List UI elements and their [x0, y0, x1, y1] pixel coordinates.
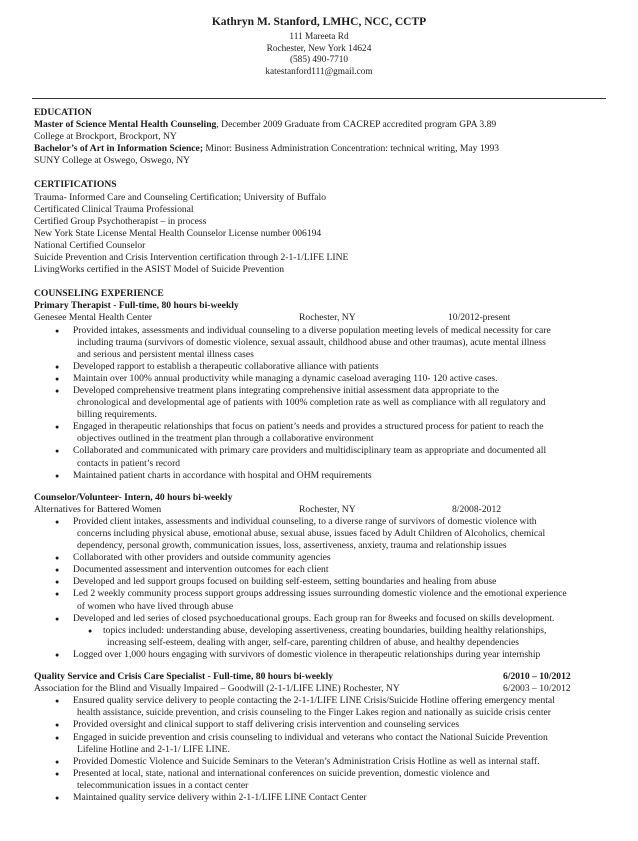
bullet-line: ● Engaged in therapeutic relationships that focus on patient’s needs and provides a structured process for patient to reach the [73, 421, 544, 433]
bullet-item [34, 445, 600, 469]
bullet-line: contacts in patient’s record [77, 457, 181, 469]
education-school-2: SUNY College at Oswego, Oswego, NY [34, 155, 191, 167]
certification-item: LivingWorks certified in the ASIST Model of Suicide Prevention [34, 264, 285, 276]
bullet-item [34, 325, 600, 361]
degree-2-title: Bachelor’s of Art in Information Science; [34, 143, 204, 155]
bullet-item [34, 361, 600, 373]
job-1-org-row [34, 312, 600, 324]
bullet-item [34, 470, 600, 482]
bullet-line: ● Developed rapport to establish a therapeutic collaborative alliance with patients [73, 360, 379, 372]
bullet-line: health assistance, suicide prevention, and crisis counseling to the Finger Lakes region and nationally as suicide crisis center [77, 707, 551, 719]
bullet-line: dependency, personal growth, communication issues, loss, assertiveness, anxiety, trauma and relationship issues [77, 540, 507, 552]
job-1-bullets [34, 325, 600, 482]
job-2-org: Alternatives for Battered Women [34, 503, 162, 515]
bullet-item [34, 756, 600, 768]
bullet-line: increasing self-esteem, dealing with anger, self-care, parenting children of abuse, and healthy dependencies [107, 636, 519, 648]
bullet-item [34, 552, 600, 564]
bullet-item [34, 588, 600, 612]
bullet-line: ● Led 2 weekly community process support groups addressing issues surrounding domestic violence and the emotional experience [73, 588, 567, 600]
bullet-line: ● Developed and led support groups focused on building self-esteem, setting boundaries and healing from abuse [73, 576, 497, 588]
job-3-title-dates: 6/2010 – 10/2012 [503, 671, 571, 683]
bullet-item [34, 695, 600, 719]
bullet-line: ● Provided intakes, assessments and individual counseling to a diverse population meeting levels of medical necessity for care [73, 324, 551, 336]
bullet-line: ● Ensured quality service delivery to people contacting the 2-1-1/LIFE LINE Crisis/Suicide Hotline offering emergency mental [73, 695, 555, 707]
bullet-item [34, 732, 600, 756]
address-street: 111 Mareeta Rd [289, 32, 349, 42]
education-school-1: College at Brockport, Brockport, NY [34, 131, 177, 143]
bullet-line: ● Provided client intakes, assessments and individual counseling, to a diverse range of survivors of domestic violence with [73, 515, 537, 527]
email-address[interactable]: katestanford111@gmail.com [265, 66, 373, 77]
certification-item: New York State License Mental Health Counselor License number 006194 [34, 227, 322, 239]
bullet-item [34, 373, 600, 385]
certifications-heading: CERTIFICATIONS [34, 179, 117, 191]
job-1-title: Primary Therapist - Full-time, 80 hours bi-weekly [34, 300, 239, 312]
bullet-line: objectives outlined in the treatment plan through a collaborative environment [77, 433, 374, 445]
job-2-location: Rochester, NY [299, 503, 356, 515]
education-degree-1 [34, 119, 600, 131]
bullet-line: ● Collaborated and communicated with primary care providers and multidisciplinary team as appropriate and documented all [73, 445, 547, 457]
bullet-line: ● Provided oversight and clinical support to staff delivering crisis intervention and counseling services [73, 719, 460, 731]
bullet-line: ● Documented assessment and intervention outcomes for each client [73, 564, 329, 576]
certification-item: Certificated Clinical Trauma Professional [34, 203, 194, 215]
bullet-line: ● Engaged in suicide prevention and crisis counseling to individual and veterans who contact the National Suicide Prevention [73, 731, 548, 743]
job-2-bullets [34, 516, 600, 661]
bullet-item [34, 421, 600, 445]
job-2-org-row [34, 504, 600, 516]
bullet-line: of women who have lived through abuse [77, 600, 234, 612]
education-heading: EDUCATION [34, 107, 92, 118]
candidate-name: Kathryn M. Stanford, LMHC, NCC, CCTP [211, 16, 427, 28]
degree-1-title: Master of Science Mental Health Counseling [34, 119, 217, 131]
bullet-line: including trauma (survivors of domestic violence, sexual assault, childhood abuse and other traumas), acute mental illness [77, 336, 546, 348]
bullet-line: telecommunication issues in a contact center [77, 779, 249, 791]
bullet-item [34, 576, 600, 588]
job-3-dates: 6/2003 – 10/2012 [503, 683, 571, 695]
bullet-item [34, 564, 600, 576]
job-3-org: Association for the Blind and Visually Impaired – Goodwill (2-1-1/LIFE LINE) Rochester, NY [34, 683, 400, 695]
job-1-org: Genesee Mental Health Center [34, 312, 153, 324]
bullet-item [34, 613, 600, 625]
bullet-line: ● Maintained quality service delivery within 2-1-1/LIFE LINE Contact Center [73, 791, 367, 803]
job-1-dates: 10/2012-present [448, 312, 511, 324]
bullet-line: concerns including physical abuse, emotional abuse, sexual abuse, issues faced by Adult Children of Alcoholics, chemical [77, 528, 546, 539]
bullet-item [34, 385, 600, 421]
job-3-bullets [34, 695, 600, 804]
bullet-item [34, 719, 600, 731]
resume-body [34, 107, 600, 804]
job-1-location: Rochester, NY [299, 312, 356, 324]
certification-item: Trauma- Informed Care and Counseling Certification; University of Buffalo [34, 191, 327, 203]
degree-1-details: , December 2009 Graduate from CACREP accredited program GPA 3.89 [216, 119, 497, 131]
job-2-title: Counselor/Volunteer- Intern, 40 hours bi-weekly [34, 491, 233, 503]
job-3-org-row [34, 683, 600, 695]
certifications-list [34, 192, 600, 277]
education-degree-2 [34, 143, 600, 155]
bullet-item [34, 792, 600, 804]
bullet-line: ● Maintained patient charts in accordance with hospital and OHM requirements [73, 469, 372, 481]
certification-item: National Certified Counselor [34, 239, 146, 251]
job-3-title-row [34, 671, 600, 683]
certification-item: Certified Group Psychotherapist – in process [34, 215, 207, 227]
certification-item: Suicide Prevention and Crisis Intervention certification through 2-1-1/LIFE LINE [34, 252, 349, 264]
job-3-title: Quality Service and Crisis Care Specialist - Full-time, 80 hours bi-weekly [34, 671, 334, 683]
bullet-line: chronological and developmental age of patients with 100% completion rate as well as compliance with all regulatory and [77, 397, 546, 409]
job-2-dates: 8/2008-2012 [452, 503, 502, 515]
bullet-line: ● Presented at local, state, national and international conferences on suicide prevention, domestic violence and [73, 767, 490, 779]
bullet-line: ● Provided Domestic Violence and Suicide Seminars to the Veteran’s Administration Crisis Hotline as well as internal staff. [73, 755, 540, 767]
bullet-line: ● Maintain over 100% annual productivity while managing a dynamic caseload averaging 110- 120 active cases. [73, 372, 498, 384]
bullet-line: ● Developed and led series of closed psychoeducational groups. Each group ran for 8weeks and focused on skills development. [73, 612, 555, 624]
bullet-item: ● Logged over 1,000 hours engaging with survivors of domestic violence in therapeutic relationships during year internship [34, 649, 600, 661]
resume-header [0, 15, 638, 78]
header-divider [32, 98, 606, 99]
bullet-item [34, 516, 600, 552]
bullet-line: Lifeline Hotline and 2-1-1/ LIFE LINE. [77, 743, 230, 755]
bullet-line: and serious and persistent mental illness cases [77, 348, 254, 360]
address-city: Rochester, New York 14624 [266, 43, 372, 54]
degree-2-details: Minor: Business Administration Concentration: technical writing, May 1993 [203, 143, 500, 155]
phone-number: (585) 490-7710 [289, 55, 349, 66]
bullet-line: ● Collaborated with other providers and outside community agencies [73, 552, 331, 564]
sub-bullet-item [34, 625, 600, 649]
bullet-line: ● topics included: understanding abuse, developing assertiveness, creating boundaries, building healthy relationships, [103, 624, 547, 636]
bullet-line: ● Developed comprehensive treatment plans integrating comprehensive initial assessment data appropriate to the [73, 384, 499, 396]
bullet-item [34, 768, 600, 792]
experience-heading: COUNSELING EXPERIENCE [34, 288, 164, 300]
bullet-line: billing requirements. [77, 409, 157, 421]
